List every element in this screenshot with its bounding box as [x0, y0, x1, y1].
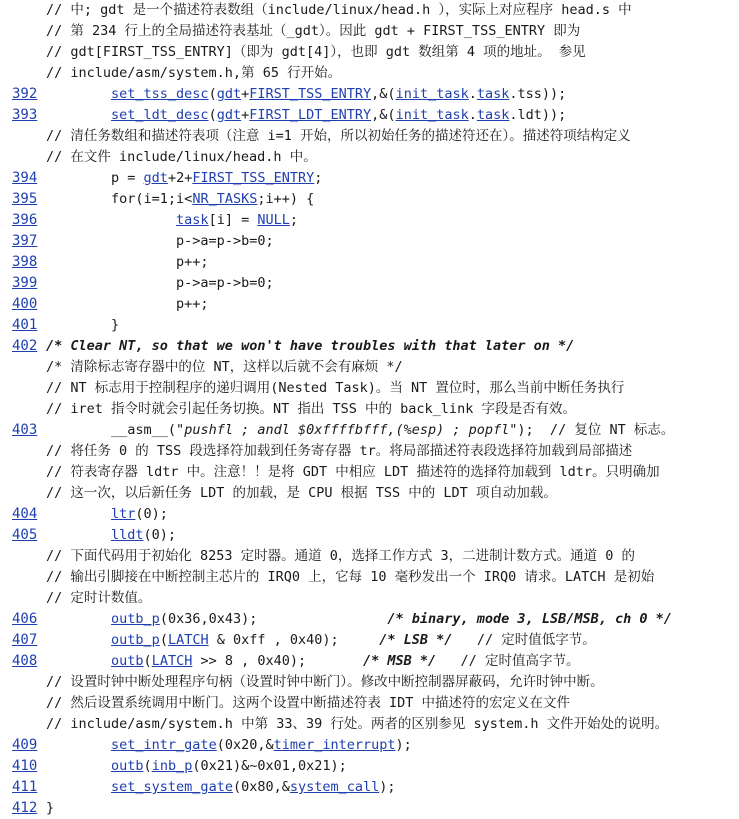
code-text: ); — [379, 779, 396, 795]
line-text — [46, 105, 566, 126]
identifier-link[interactable]: ltr — [111, 506, 136, 522]
line-number-link[interactable]: 401 — [12, 317, 38, 333]
line-text — [46, 273, 274, 294]
identifier-link[interactable]: FIRST_LDT_ENTRY — [249, 107, 372, 123]
line-text — [46, 84, 566, 105]
code-text: // 设置时钟中断处理程序句柄（设置时钟中断门）。修改中断控制器屏蔽码，允许时钟中断。 — [46, 674, 604, 690]
code-text: // 符表寄存器 ldtr 中。注意！！是将 GDT 中相应 LDT 描述符的选择符加载到 ldtr。只明确加 — [46, 464, 660, 480]
identifier-link[interactable]: LATCH — [151, 653, 193, 669]
code-text: } — [46, 800, 55, 816]
line-number-link[interactable]: 392 — [12, 86, 38, 102]
comment-line — [0, 42, 739, 63]
line-number-link[interactable]: 405 — [12, 527, 38, 543]
line-text — [46, 231, 274, 252]
line-text — [46, 525, 176, 546]
code-text: ( — [143, 653, 152, 669]
identifier-link[interactable]: lldt — [111, 527, 144, 543]
code-text: ;i++) { — [257, 191, 315, 207]
code-text: // 下面代码用于初始化 8253 定时器。通道 0，选择工作方式 3，二进制计数方式。通道 0 的 — [46, 548, 636, 564]
comment-line — [0, 21, 739, 42]
code-text: & 0xff , 0x40); — [208, 632, 380, 648]
line-number-link[interactable]: 393 — [12, 107, 38, 123]
line-number-link[interactable]: 399 — [12, 275, 38, 291]
comment-line — [0, 546, 739, 567]
comment-line — [0, 0, 739, 21]
code-text: // 将任务 0 的 TSS 段选择符加载到任务寄存器 tr。将局部描述符表段选择符加载到局部描述 — [46, 443, 633, 459]
identifier-link[interactable]: gdt — [143, 170, 168, 186]
identifier-link[interactable]: init_task — [395, 86, 469, 102]
code-line — [0, 504, 739, 525]
code-text: ; — [289, 212, 298, 228]
code-line — [0, 273, 739, 294]
identifier-link[interactable]: outb — [111, 653, 144, 669]
line-text — [46, 357, 403, 378]
line-number-link[interactable]: 412 — [12, 800, 38, 816]
line-number-link[interactable]: 400 — [12, 296, 38, 312]
comment-line — [0, 378, 739, 399]
code-text: .tss)); — [509, 86, 567, 102]
code-text: __asm__(" — [111, 422, 185, 438]
identifier-link[interactable]: gdt — [216, 86, 242, 102]
line-number-link[interactable]: 397 — [12, 233, 38, 249]
code-text: // include/asm/system.h 中第 33、39 行处。两者的区别参见 system.h 文件开始处的说明。 — [46, 716, 669, 732]
code-text: } — [111, 317, 120, 333]
code-text: ( — [208, 107, 217, 123]
identifier-link[interactable]: init_task — [395, 107, 469, 123]
code-line — [0, 315, 739, 336]
line-text — [46, 378, 624, 399]
line-number-link[interactable]: 394 — [12, 170, 38, 186]
code-comment: pushfl ; andl $0xffffbfff,(%esp) ; popfl — [184, 422, 510, 438]
code-text: . — [468, 107, 477, 123]
comment-line — [0, 672, 739, 693]
line-text — [46, 567, 654, 588]
line-text — [46, 462, 660, 483]
code-text: ,&( — [371, 107, 396, 123]
code-text: (0x36,0x43); — [159, 611, 388, 627]
line-text — [46, 735, 412, 756]
code-text: // 在文件 include/linux/head.h 中。 — [46, 149, 317, 165]
comment-line — [0, 483, 739, 504]
identifier-link[interactable]: set_tss_desc — [111, 86, 209, 102]
code-text: +2+ — [167, 170, 193, 186]
comment-line — [0, 126, 739, 147]
comment-line — [0, 399, 739, 420]
identifier-link[interactable]: gdt — [216, 107, 242, 123]
code-text: // include/asm/system.h,第 65 行开始。 — [46, 65, 342, 81]
line-text — [46, 189, 314, 210]
code-line — [0, 525, 739, 546]
code-text: + — [241, 86, 250, 102]
code-text: // NT 标志用于控制程序的递归调用(Nested Task)。当 NT 置位时，那么当前中断任务执行 — [46, 380, 625, 396]
code-text: ( — [208, 86, 217, 102]
code-line — [0, 231, 739, 252]
line-text — [46, 126, 631, 147]
identifier-link[interactable]: outb_p — [111, 632, 160, 648]
comment-line — [0, 63, 739, 84]
code-comment: /* LSB */ — [379, 632, 453, 648]
code-text: // 定时值高字节。 — [436, 653, 580, 669]
line-number-link[interactable]: 409 — [12, 737, 38, 753]
line-number-link[interactable]: 408 — [12, 653, 38, 669]
comment-line — [0, 357, 739, 378]
identifier-link[interactable]: LATCH — [167, 632, 209, 648]
code-line — [0, 777, 739, 798]
code-text: p++; — [176, 296, 209, 312]
code-text: (0); — [143, 527, 177, 543]
code-line — [0, 420, 739, 441]
code-text: "); // 复位 NT 标志。 — [509, 422, 675, 438]
line-text — [46, 693, 570, 714]
identifier-link[interactable]: task — [476, 107, 510, 123]
line-text — [46, 588, 151, 609]
line-number-link[interactable]: 402 — [12, 338, 38, 354]
line-text — [46, 168, 322, 189]
identifier-link[interactable]: set_intr_gate — [111, 737, 217, 753]
code-line — [0, 609, 739, 630]
line-text — [46, 252, 209, 273]
code-text: // 定时计数值。 — [46, 590, 152, 606]
code-line — [0, 336, 739, 357]
code-text: // 输出引脚接在中断控制主芯片的 IRQ0 上，它每 10 毫秒发出一个 IRQ0 请求。LATCH 是初始 — [46, 569, 655, 585]
code-text: ; — [314, 170, 323, 186]
identifier-link[interactable]: NULL — [257, 212, 290, 228]
line-number-link[interactable]: 404 — [12, 506, 38, 522]
identifier-link[interactable]: set_ldt_desc — [111, 107, 209, 123]
line-text — [46, 21, 580, 42]
line-number-link[interactable]: 406 — [12, 611, 38, 627]
identifier-link[interactable]: outb — [111, 758, 144, 774]
line-number-link[interactable]: 411 — [12, 779, 38, 795]
identifier-link[interactable]: FIRST_TSS_ENTRY — [249, 86, 372, 102]
code-text: p = — [111, 170, 144, 186]
code-text: // 清任务数组和描述符表项（注意 i=1 开始，所以初始任务的描述符还在）。描述符项结构定义 — [46, 128, 631, 144]
line-text — [46, 210, 298, 231]
line-text — [46, 714, 668, 735]
identifier-link[interactable]: outb_p — [111, 611, 160, 627]
line-text — [46, 147, 317, 168]
identifier-link[interactable]: timer_interrupt — [273, 737, 396, 753]
identifier-link[interactable]: task — [476, 86, 510, 102]
code-text: ( — [143, 758, 152, 774]
code-text: (0x21)&~0x01,0x21); — [192, 758, 347, 774]
code-line — [0, 756, 739, 777]
identifier-link[interactable]: task — [176, 212, 209, 228]
line-text — [46, 504, 168, 525]
code-text: + — [241, 107, 250, 123]
code-text: // gdt[FIRST_TSS_ENTRY]（即为 gdt[4]），也即 gdt 数组第 4 项的地址。 参见 — [46, 44, 586, 60]
code-text: /* 清除标志寄存器中的位 NT，这样以后就不会有麻烦 */ — [46, 359, 403, 375]
code-comment: /* Clear NT, so that we won't have troubles with that later on */ — [46, 338, 575, 354]
code-line — [0, 189, 739, 210]
code-line — [0, 105, 739, 126]
comment-line — [0, 147, 739, 168]
code-line — [0, 294, 739, 315]
line-text — [46, 651, 579, 672]
identifier-link[interactable]: FIRST_TSS_ENTRY — [192, 170, 315, 186]
code-comment: /* MSB */ — [363, 653, 437, 669]
line-number-link[interactable]: 410 — [12, 758, 38, 774]
line-text — [46, 336, 574, 357]
line-number-link[interactable]: 396 — [12, 212, 38, 228]
code-text: (0x20,& — [216, 737, 274, 753]
line-number-link[interactable]: 398 — [12, 254, 38, 270]
code-text: . — [468, 86, 477, 102]
code-line — [0, 84, 739, 105]
identifier-link[interactable]: inb_p — [151, 758, 193, 774]
code-text: // 中; gdt 是一个描述符表数组（include/linux/head.h ），实际上对应程序 head.s 中 — [46, 2, 632, 18]
code-text: (0x80,& — [232, 779, 290, 795]
code-comment: /* binary, mode 3, LSB/MSB, ch 0 */ — [387, 611, 672, 627]
comment-line — [0, 567, 739, 588]
identifier-link[interactable]: set_system_gate — [111, 779, 233, 795]
line-text — [46, 0, 632, 21]
line-number-link[interactable]: 403 — [12, 422, 38, 438]
code-line — [0, 735, 739, 756]
code-text: p->a=p->b=0; — [176, 275, 274, 291]
code-line — [0, 651, 739, 672]
line-text — [46, 399, 576, 420]
line-text — [46, 798, 54, 819]
code-text: p++; — [176, 254, 209, 270]
line-text — [46, 294, 209, 315]
line-text — [46, 441, 632, 462]
line-text — [46, 672, 604, 693]
line-text — [46, 42, 586, 63]
line-text — [46, 315, 119, 336]
code-text: p->a=p->b=0; — [176, 233, 274, 249]
identifier-link[interactable]: NR_TASKS — [192, 191, 258, 207]
code-line — [0, 168, 739, 189]
line-text — [46, 777, 396, 798]
line-text — [46, 630, 596, 651]
code-text: // 这一次，以后新任务 LDT 的加载，是 CPU 根据 TSS 中的 LDT 项自动加载。 — [46, 485, 557, 501]
comment-line — [0, 714, 739, 735]
line-text — [46, 63, 341, 84]
line-text — [46, 609, 672, 630]
comment-line — [0, 462, 739, 483]
code-text: ); — [395, 737, 412, 753]
comment-line — [0, 693, 739, 714]
code-line — [0, 798, 739, 819]
line-number-link[interactable]: 407 — [12, 632, 38, 648]
code-text: .ldt)); — [509, 107, 567, 123]
line-number-link[interactable]: 395 — [12, 191, 38, 207]
line-text — [46, 546, 635, 567]
code-line — [0, 252, 739, 273]
code-text: // iret 指令时就会引起任务切换。NT 指出 TSS 中的 back_link 字段是否有效。 — [46, 401, 576, 417]
comment-line — [0, 441, 739, 462]
line-text — [46, 483, 557, 504]
code-text: ( — [159, 632, 168, 648]
code-text: >> 8 , 0x40); — [192, 653, 364, 669]
comment-line — [0, 588, 739, 609]
code-text: ,&( — [371, 86, 396, 102]
code-text: [i] = — [208, 212, 258, 228]
line-text — [46, 756, 347, 777]
code-text: // 定时值低字节。 — [452, 632, 596, 648]
line-text — [46, 420, 674, 441]
identifier-link[interactable]: system_call — [289, 779, 380, 795]
code-text: // 然后设置系统调用中断门。这两个设置中断描述符表 IDT 中描述符的宏定义在文件 — [46, 695, 571, 711]
code-text: (0); — [135, 506, 168, 522]
code-line — [0, 630, 739, 651]
code-text: for(i=1;i< — [111, 191, 193, 207]
code-line — [0, 210, 739, 231]
code-text: // 第 234 行上的全局描述符表基址（_gdt）。因此 gdt + FIRST_TSS_ENTRY 即为 — [46, 23, 581, 39]
